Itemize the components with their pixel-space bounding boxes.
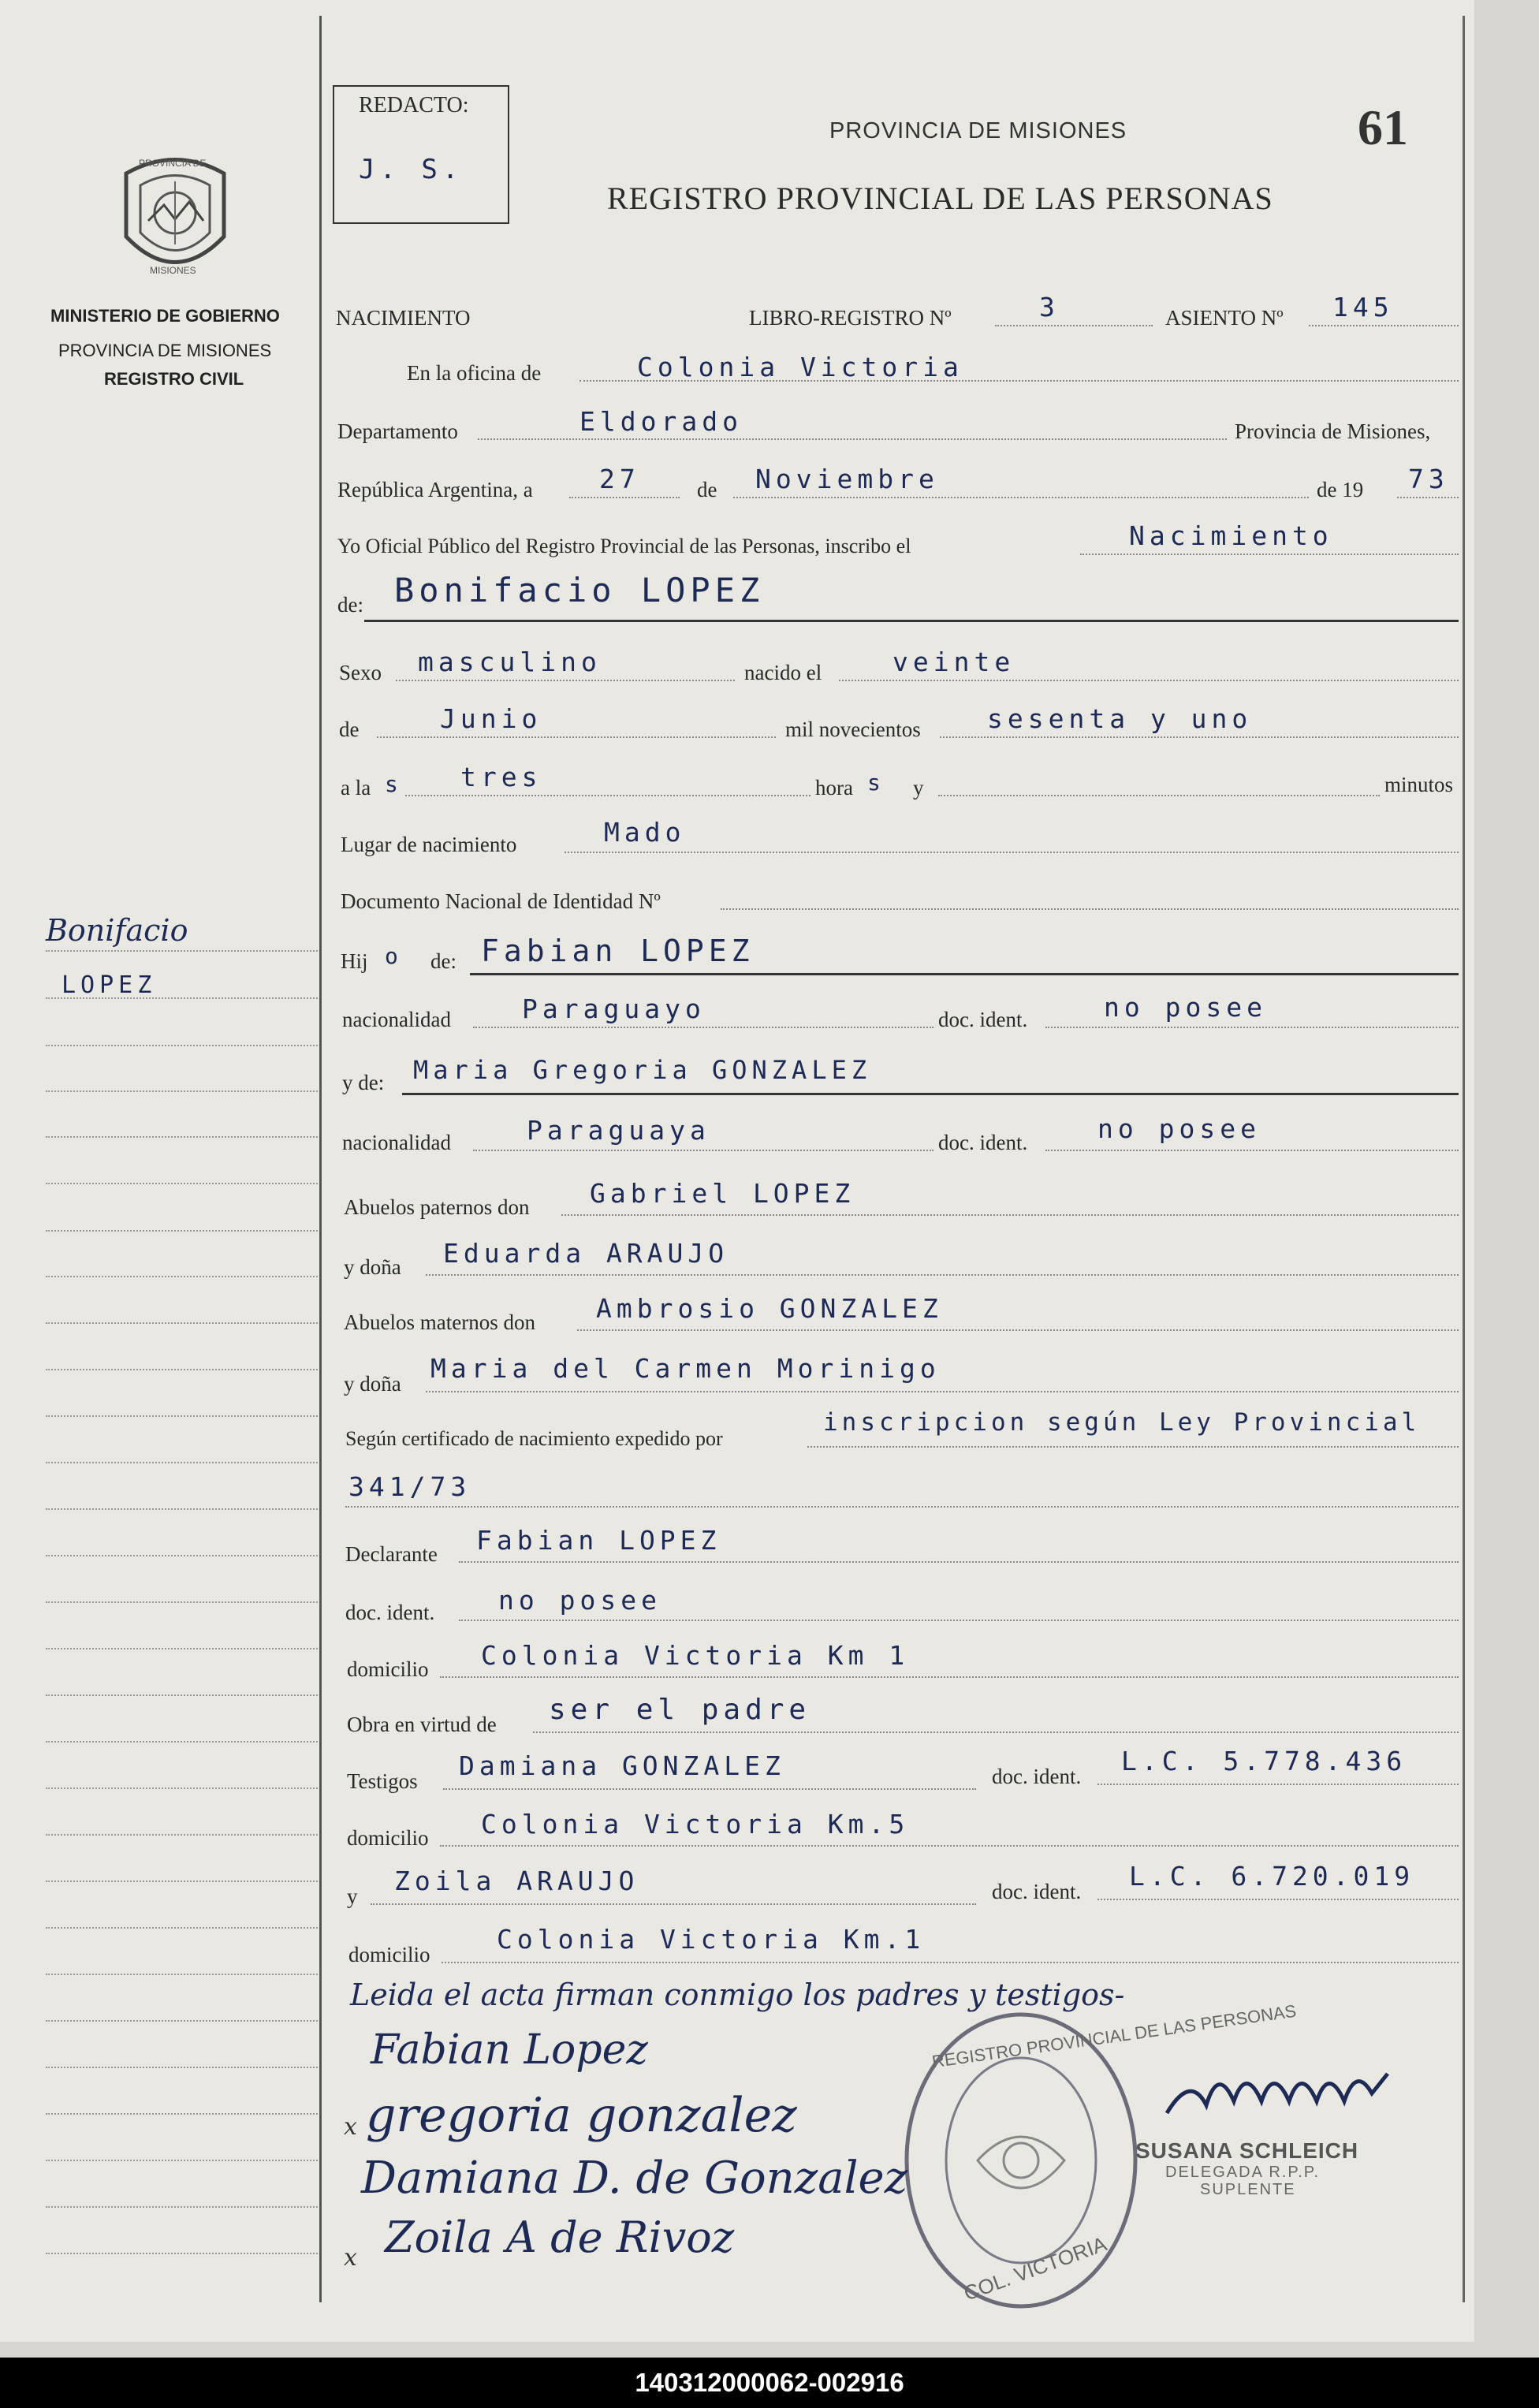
provincia-label: Provincia de Misiones,: [1235, 419, 1431, 443]
de2-label: de: [339, 718, 360, 741]
signature-zoila: Zoila A de Rivoz: [385, 2212, 735, 2262]
dom-t1-value: Colonia Victoria Km.5: [481, 1809, 910, 1840]
ministry-line1: MINISTERIO DE GOBIERNO: [50, 306, 280, 326]
nacido-value: veinte: [892, 647, 1015, 677]
doc-t1-value: L.C. 5.778.436: [1121, 1746, 1407, 1776]
ministry-line2: PROVINCIA DE MISIONES: [58, 341, 272, 360]
sexo-value: masculino: [418, 647, 602, 677]
seal-bottom-text: MISIONES: [150, 265, 196, 276]
oficina-value: Colonia Victoria: [637, 352, 963, 382]
sexo-label: Sexo: [339, 661, 382, 684]
doc-decl-label: doc. ident.: [345, 1601, 435, 1624]
ab-pat-value: Gabriel LOPEZ: [590, 1178, 855, 1209]
ala-suffix: s: [385, 771, 403, 797]
hora-value: tres: [460, 762, 542, 792]
ab-mat-dona-label: y doña: [344, 1372, 401, 1396]
ala-label: a la: [341, 776, 371, 800]
redacto-value: J. S.: [359, 154, 464, 185]
signature-gregoria: gregoria gonzalez: [366, 2088, 797, 2143]
lugar-label: Lugar de nacimiento: [341, 833, 517, 856]
obra-label: Obra en virtud de: [347, 1713, 497, 1736]
segun-label: Según certificado de nacimiento expedido por: [345, 1427, 723, 1450]
official-title-2: SUPLENTE: [1200, 2181, 1296, 2198]
doc-t2-label: doc. ident.: [992, 1880, 1082, 1903]
ab-mat-value: Ambrosio GONZALEZ: [596, 1293, 943, 1324]
nac-padre-value: Paraguayo: [522, 993, 706, 1024]
signature-damiana: Damiana D. de Gonzalez: [361, 2153, 908, 2204]
x-mark-2: x: [344, 2244, 357, 2272]
dom-t1-label: domicilio: [347, 1826, 429, 1850]
official-signature: [1159, 2058, 1396, 2129]
nacido-label: nacido el: [744, 661, 822, 684]
libro-label: LIBRO-REGISTRO Nº: [749, 306, 952, 330]
official-title-1: DELEGADA R.P.P.: [1165, 2164, 1321, 2181]
doc-t1-label: doc. ident.: [992, 1765, 1082, 1788]
ab-mat-dona-value: Maria del Carmen Morinigo: [430, 1353, 941, 1384]
doc-decl-value: no posee: [498, 1585, 661, 1616]
documento-label: Documento Nacional de Identidad Nº: [341, 889, 661, 913]
docident-padre-label: doc. ident.: [938, 1008, 1028, 1031]
lugar-value: Mado: [604, 817, 686, 848]
obra-value: ser el padre: [549, 1694, 811, 1726]
domicilio-label: domicilio: [347, 1657, 429, 1681]
page-number: 61: [1358, 99, 1408, 155]
segun-value: inscripcion según Ley Provincial: [823, 1408, 1421, 1437]
libro-value: 3: [1039, 292, 1060, 322]
registry-title: REGISTRO PROVINCIAL DE LAS PERSONAS: [607, 181, 1273, 216]
departamento-value: Eldorado: [579, 406, 743, 437]
dia-value: 27: [599, 464, 640, 494]
margin-divider: [319, 16, 322, 2302]
declarante-label: Declarante: [345, 1542, 438, 1566]
doc-t2-value: L.C. 6.720.019: [1129, 1861, 1415, 1892]
oficina-label: En la oficina de: [407, 361, 542, 385]
hijo-label: Hij: [341, 949, 368, 973]
madre-value: Maria Gregoria GONZALEZ: [413, 1055, 872, 1085]
doc-padre-value: no posee: [1104, 992, 1267, 1023]
asiento-label: ASIENTO Nº: [1165, 306, 1284, 330]
ministry-line3: REGISTRO CIVIL: [104, 369, 244, 389]
testigos-label: Testigos: [347, 1769, 418, 1793]
redacto-label: REDACTO:: [359, 93, 469, 117]
dom-t2-label: domicilio: [348, 1943, 430, 1966]
province-heading: PROVINCIA DE MISIONES: [829, 118, 1127, 144]
hora-label: hora: [815, 776, 853, 800]
de19-label: de 19: [1317, 478, 1364, 501]
doc-madre-value: no posee: [1097, 1113, 1261, 1144]
ab-pat-dona-value: Eduarda ARAUJO: [443, 1238, 729, 1269]
domicilio-value: Colonia Victoria Km 1: [481, 1640, 910, 1671]
testigo2-value: Zoila ARAUJO: [394, 1866, 639, 1896]
seal-ring-text: REGISTRO PROVINCIAL DE LAS PERSONAS: [930, 2000, 1298, 2072]
seal-top-text: PROVINCIA DE: [139, 158, 207, 169]
footer-code: 140312000062-002916: [0, 2358, 1539, 2408]
official-name: SUSANA SCHLEICH: [1135, 2138, 1359, 2163]
docident-madre-label: doc. ident.: [938, 1131, 1028, 1154]
leida-value: Leida el acta firman conmigo los padres y testigos-: [350, 1977, 1125, 2012]
nacimiento-label: NACIMIENTO: [336, 306, 471, 330]
testigo1-value: Damiana GONZALEZ: [459, 1750, 785, 1781]
hijo-de-label: de:: [430, 949, 456, 973]
padre-value: Fabian LOPEZ: [481, 934, 755, 968]
mil-label: mil novecientos: [785, 718, 921, 741]
hora-suffix: s: [867, 770, 885, 796]
republica-label: República Argentina, a: [337, 478, 533, 501]
nacionalidad-madre-label: nacionalidad: [342, 1131, 451, 1154]
signature-fabian: Fabian Lopez: [371, 2026, 648, 2074]
oficial-label: Yo Oficial Público del Registro Provincial de las Personas, inscribo el: [337, 535, 911, 557]
ab-mat-label: Abuelos maternos don: [344, 1310, 535, 1334]
y-label: y: [913, 776, 924, 800]
ab-pat-label: Abuelos paternos don: [344, 1195, 530, 1219]
right-edge-line: [1463, 16, 1465, 2302]
departamento-label: Departamento: [337, 419, 458, 443]
dom-t2-value: Colonia Victoria Km.1: [497, 1924, 926, 1955]
minutos-label: minutos: [1384, 773, 1454, 796]
y-t2-label: y: [347, 1884, 358, 1908]
ab-pat-dona-label: y doña: [344, 1255, 401, 1279]
nombre-value: Bonifacio LOPEZ: [394, 571, 765, 609]
seal-bottom-text: COL. VICTORIA: [960, 2231, 1110, 2305]
x-mark-1: x: [344, 2113, 357, 2141]
mes-nac-value: Junio: [440, 703, 542, 734]
asiento-value: 145: [1332, 292, 1394, 322]
inscribo-value: Nacimiento: [1129, 520, 1333, 551]
nac-madre-value: Paraguaya: [527, 1115, 710, 1146]
anio-nac-value: sesenta y uno: [987, 703, 1253, 734]
segun-value-2: 341/73: [348, 1471, 471, 1502]
nacionalidad-padre-label: nacionalidad: [342, 1008, 451, 1031]
hijo-suffix: o: [385, 943, 403, 969]
anio-value: 73: [1408, 464, 1449, 494]
yde-label: y de:: [342, 1071, 385, 1094]
de-colon-label: de:: [337, 593, 363, 617]
de-label: de: [697, 478, 717, 501]
declarante-value: Fabian LOPEZ: [476, 1525, 721, 1556]
margin-note-surname: LOPEZ: [61, 971, 157, 999]
mes-value: Noviembre: [755, 464, 939, 494]
margin-note-name: Bonifacio: [46, 913, 188, 948]
